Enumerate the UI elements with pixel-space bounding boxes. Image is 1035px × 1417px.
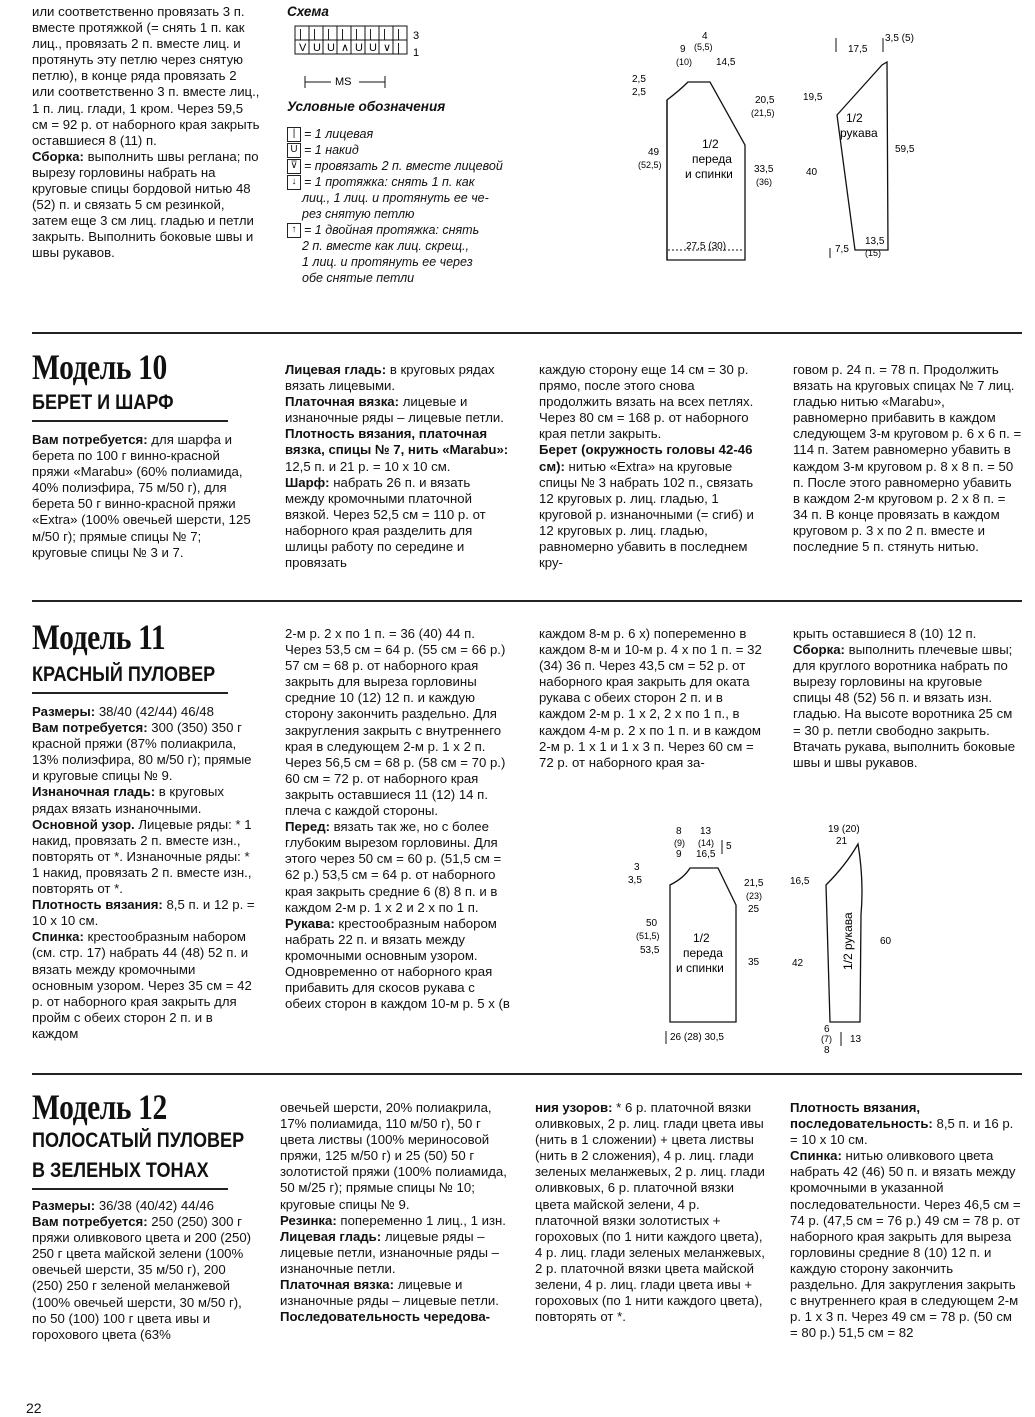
stitch-symbol-icon: ↑ [287, 223, 301, 238]
dimension-label: 25 [748, 904, 760, 915]
body2-label-2: переда [683, 946, 723, 960]
scheme-cell-symbol: | [397, 28, 400, 40]
model12-col4 [790, 1100, 1022, 1341]
model11-col1 [32, 704, 257, 1042]
model12-col2 [280, 1100, 510, 1325]
paragraph-heading: Плотность вязания, последовательность: [790, 1100, 933, 1132]
paragraph-text: выполнить швы реглана; по вырезу горловины набрать на круговые спицы бордовой нитью 48 (52) п. и связать 5 см резинкой, затем еще 3 см лиц. гладью и петли закрыть. Выполнить боковые швы и швы рукавов. [32, 148, 259, 261]
paragraph-text: лицевые ряды – лицевые петли, изнаночные ряды – изнаночные петли. [280, 1228, 499, 1276]
dimension-label: 7,5 [835, 244, 849, 255]
paragraph-heading: Сборка: [32, 148, 84, 164]
legend-text: = 1 лицевая [304, 127, 374, 141]
legend-text-continued: обе снятые петли [302, 271, 415, 285]
scheme-cell [393, 40, 407, 54]
paragraph [32, 432, 257, 561]
dimension-label: 5 [726, 841, 732, 852]
stitch-symbol-icon: U [287, 143, 301, 158]
page-number: 22 [26, 1400, 42, 1416]
paragraph-text: говом р. 24 п. = 78 п. Продолжить вязать на круговых спицах № 7 лиц. гладью нитью «Marabu», равномерно прибавить в каждом следующем 3-м круговом р. 6 х 6 п. = 114 п. Затем равномерно убавить в каждом 3-м круговом р. 8 х 8 п. = 50 п. После этого равномерно убавить в каждом 2-м круговом р. 2 х 8 п. = 34 п. В конце провязать в каждом круговом р. 3 х по 2 п. вместе и последние 5 п. стянуть нитью. [793, 362, 1022, 555]
paragraph [285, 819, 513, 916]
legend-text-continued: 2 п. вместе как лиц. скрещ., [302, 239, 469, 253]
stitch-symbol-icon: | [287, 127, 301, 142]
dimension-label: 3,5 [628, 875, 642, 886]
paragraph-text: лицевые и изнаночные ряды – лицевые петли. [280, 1277, 499, 1309]
paragraph-heading: Изнаночная гладь: [32, 784, 156, 800]
model10-col1 [32, 432, 257, 561]
paragraph-text: попеременно 1 лиц., 1 изн. [336, 1212, 506, 1228]
dimension-label: 16,5 [696, 849, 716, 860]
model10-col2 [285, 362, 513, 571]
scheme-row-label-1: 1 [413, 47, 420, 59]
paragraph-text: 250 (250) 300 г пряжи оливкового цвета и 200 (250) 250 г цвета майской зелени (100% овечьей шерсти, 35 м/50 г), 200 (250) 250 г зеленой меланжевой (100% овечьей шерсти, 30 м/50 г), по 50 (100) 100 г цвета ивы и горохового цвета (63% [32, 1214, 252, 1342]
legend-text-continued: лиц., 1 лиц. и протянуть ее че- [302, 191, 489, 205]
stitch-scheme-chart [287, 22, 427, 92]
dimension-label: 3,5 (5) [885, 33, 914, 44]
dimension-label: (21,5) [751, 108, 775, 118]
pattern-diagram-model9 [620, 30, 930, 270]
paragraph-heading: Вам потребуется: [32, 432, 148, 447]
model10-title: Модель 10 [32, 347, 167, 387]
scheme-cell-symbol: | [313, 28, 316, 40]
paragraph [539, 442, 767, 571]
paragraph [280, 1309, 510, 1325]
scheme-cell [379, 26, 393, 40]
scheme-cell [309, 26, 323, 40]
body-label-1: 1/2 [702, 137, 719, 151]
legend-item [287, 126, 517, 142]
scheme-cell-symbol: ∨ [383, 42, 392, 54]
paragraph-text: 12,5 п. и 21 р. = 10 х 10 см. [285, 458, 451, 474]
paragraph-text: 8,5 п. и 12 р. = 10 х 10 см. [32, 897, 255, 929]
paragraph [539, 626, 767, 771]
legend-item [287, 142, 517, 158]
dimension-label: (10) [676, 57, 693, 67]
paragraph-text: 2-м р. 2 х по 1 п. = 36 (40) 44 п. Через 53,5 см = 64 р. (55 см = 66 р.) 57 см = 68 р. от наборного края закрыть для выреза горловины средние 10 (12) 12 п. и каждую сторону закончить раздельно. Для закругления закрыть с внутреннего края в следующем 2-м р. 1 х 2 п. Через 56,5 см = 68 р. (58 см = 70 р.) 60 см = 72 р. от наборного края закрыть оставшиеся 11 (12) 14 п. плеча с каждой стороны. [285, 626, 506, 819]
dimension-label: 59,5 [895, 144, 915, 155]
legend-text-continued: рез снятую петлю [302, 207, 415, 221]
legend-text-continued: 1 лиц. и протянуть ее через [302, 255, 473, 269]
paragraph-text: каждом 8-м р. 6 х) попеременно в каждом 8-м и 10-м р. 4 х по 1 п. = 32 (34) 36 п. Через 43,5 см = 52 р. от наборного края закрыть для оката рукава с обеих сторон 2 п. и в каждом 2-м р. 1 х 2, 2 х по 1 п., в каждом 4-м р. 2 х по 1 п. и в каждом 2-м р. 1 х 1 и 1 х 3 п. Через 60 см = 72 р. от наборного края за- [539, 626, 762, 770]
top-text-column [32, 4, 260, 262]
paragraph-heading: Плотность вязания: [32, 897, 163, 913]
model10-col3 [539, 362, 767, 571]
paragraph-heading: Перед: [285, 819, 330, 835]
dimension-label: 53,5 [640, 945, 660, 956]
paragraph [32, 704, 257, 720]
model10-title-underline [32, 420, 228, 422]
dimension-label: (36) [756, 177, 773, 187]
legend-text: = 1 протяжка: снять 1 п. как [304, 175, 475, 189]
paragraph [280, 1100, 510, 1213]
scheme-cell-symbol: | [327, 28, 330, 40]
scheme-cell [351, 26, 365, 40]
scheme-cell-symbol: V [299, 42, 307, 54]
dimension-label: 2,5 [632, 74, 646, 85]
paragraph [32, 897, 257, 929]
stitch-symbol-icon: ↓ [287, 175, 301, 190]
sleeve-label-1: 1/2 [846, 111, 863, 125]
dimension-label: 27,5 (30) [686, 241, 727, 252]
paragraph-heading: Вам потребуется: [32, 720, 148, 736]
paragraph-text: каждую сторону еще 14 см = 30 р. прямо, после этого снова продолжить вязать на всех петлях. Через 80 см = 168 р. от наборного края петли закрыть. [539, 362, 754, 442]
scheme-cell [323, 26, 337, 40]
model11-col4 [793, 626, 1022, 771]
paragraph [790, 1100, 1022, 1148]
paragraph-text: лицевые и изнаночные ряды – лицевые петли. [285, 394, 504, 426]
dimension-label: 2,5 [632, 87, 646, 98]
paragraph-text: крестообразным набором набрать 22 п. и вязать между кромочными основным узором. Одновременно от наборного края прибавить для скосов рукава с обеих сторон в каждом 10-м р. 5 х (в [285, 915, 510, 1012]
paragraph-heading: Размеры: [32, 704, 96, 719]
dimension-label: 6 [824, 1024, 830, 1035]
scheme-cell-symbol: U [355, 42, 363, 54]
scheme-cell [295, 26, 309, 40]
scheme-ms-label: MS [335, 76, 352, 88]
body-label-3: и спинки [685, 167, 733, 181]
dimension-label: 4 [702, 31, 708, 42]
dimension-label: 19,5 [803, 92, 823, 103]
scheme-cell-symbol: | [383, 28, 386, 40]
dimension-label: 9 [676, 849, 682, 860]
paragraph-text: выполнить плечевые швы; для круглого воротника набрать по вырезу горловины на круговые спицы 48 (52) 56 п. и вязать изн. гладью. На высоте воротника 25 см = 30 р. петли свободно закрыть. Втачать рукава, выполнить боковые швы и швы рукавов. [793, 642, 1016, 770]
scheme-cell [365, 26, 379, 40]
paragraph-heading: Вам потребуется: [32, 1214, 148, 1230]
dimension-label: (15) [865, 248, 882, 258]
model10-col4 [793, 362, 1022, 555]
paragraph-heading: Платочная вязка: [280, 1277, 395, 1293]
paragraph-text: нитью «Extra» на круговые спицы № 3 набрать 102 п., связать 12 круговых р. лиц. гладью, 1 круговой р. изнаночными (= сгиб) и 12 круговых р. лиц. гладью, равномерно убавить в последнем кру- [539, 458, 754, 571]
paragraph-text: нитью оливкового цвета набрать 42 (46) 50 п. и вязать между кромочными в указанной последовательности. Через 46,5 см = 74 р. (47,5 см = 76 р.) 49 см = 78 р. от наборного края закрыть для выреза горловины средние 8 (10) 12 п. и каждую сторону закончить раздельно. Для закругления закрыть с внутреннего края в следующем 2-м р. 1 х 3 п. Через 49 см = 78 р. (50 см = 80 р.) 51,5 см = 82 [790, 1148, 1021, 1341]
model11-col3 [539, 626, 767, 771]
section-divider-2 [32, 600, 1022, 602]
paragraph [790, 1148, 1022, 1341]
dimension-label: (7) [821, 1034, 832, 1044]
dimension-label: 13,5 [865, 236, 885, 247]
model10-subtitle: БЕРЕТ И ШАРФ [32, 391, 174, 414]
paragraph [793, 626, 1022, 642]
dimension-label: 33,5 [754, 164, 774, 175]
paragraph [285, 394, 513, 426]
body2-label-1: 1/2 [693, 931, 710, 945]
body-outline-2 [670, 868, 736, 1022]
legend-item [287, 158, 517, 174]
paragraph [793, 642, 1022, 771]
legend-text: = 1 накид [304, 143, 359, 157]
paragraph-heading: Спинка: [32, 929, 84, 945]
model12-title: Модель 12 [32, 1087, 167, 1127]
dimension-label: (9) [674, 838, 685, 848]
paragraph-text: 38/40 (42/44) 46/48 [95, 704, 214, 719]
dimension-label: 13 [700, 826, 712, 837]
paragraph-heading: Платочная вязка: [285, 394, 400, 410]
scheme-cell [393, 26, 407, 40]
scheme-cell-symbol: U [369, 42, 377, 54]
paragraph-heading: Шарф: [285, 474, 330, 490]
paragraph-heading: Резинка: [280, 1212, 337, 1228]
paragraph-heading: Плотность вязания, платочная вязка, спицы № 7, нить «Marabu»: [285, 426, 509, 458]
paragraph-text: вязать так же, но с более глубоким вырезом горловины. Для этого через 50 см = 60 р. (51,5 см = 62 р.) 53,5 см = 64 р. от наборного края закрыть средние 6 (8) 8 п. и в каждом 2-м р. 1 х 2 и 2 х по 1 п. [285, 819, 502, 915]
dimension-label: (52,5) [638, 160, 662, 170]
dimension-label: 8 [824, 1045, 830, 1056]
scheme-cell-symbol: | [397, 42, 400, 54]
scheme-grid [295, 26, 407, 54]
body2-label-3: и спинки [676, 961, 724, 975]
scheme-cell-symbol: U [327, 42, 335, 54]
section-divider-3 [32, 1073, 1022, 1075]
legend-title: Условные обозначения [287, 99, 446, 114]
dimension-label: (5,5) [694, 42, 713, 52]
scheme-cell-symbol: ∧ [341, 42, 350, 54]
scheme-cell-symbol: | [369, 28, 372, 40]
paragraph [32, 1214, 257, 1343]
sleeve-outline [837, 62, 888, 250]
dimension-label: 9 [680, 44, 686, 55]
dimension-label: 60 [880, 936, 892, 947]
sleeve-label-2: рукава [840, 126, 878, 140]
paragraph-text: в круговых рядах вязать лицевыми. [285, 362, 495, 394]
model11-title-underline [32, 692, 228, 694]
scheme-cell-symbol: U [313, 42, 321, 54]
paragraph-text: в круговых рядах вязать изнаночными. [32, 784, 224, 816]
paragraph-text: крыть оставшиеся 8 (10) 12 п. [793, 626, 977, 641]
paragraph-text: крестообразным набором (см. стр. 17) набрать 44 (48) 52 п. и вязать между кромочными основным узором. Через 35 см = 42 р. от наборного края закрыть для пройм с обеих сторон 2 п. и в каждом [32, 929, 252, 1041]
dimension-label: 16,5 [790, 876, 810, 887]
paragraph-text: 300 (350) 350 г красной пряжи (87% полиакрила, 13% полиэфира, 80 м/50 г); прямые и круговые спицы № 9. [32, 720, 252, 784]
model12-subtitle-1: ПОЛОСАТЫЙ ПУЛОВЕР [32, 1129, 245, 1152]
paragraph [32, 149, 260, 262]
dimension-label: 19 (20) [828, 824, 860, 835]
scheme-cell-symbol: | [355, 28, 358, 40]
paragraph-text: * 6 р. платочной вязки оливковых, 2 р. лиц. глади цвета ивы (нить в 1 сложении) + цвета листвы (нить в 2 сложения), 4 р. лиц. глади зеленых меланжевых, 2 р. лиц. глади оливковых, 6 р. платочной вязки цвета майской зелени, 4 р. платочной вязки золотистых + гороховых (по 1 нити каждого цвета), 4 р. лиц. глади зеленых меланжевых, 2 р. платочной вязки цвета майской зелени, 4 р. лиц. глади цвета ивы + гороховых (по 1 нити каждого цвета), повторять от *. [535, 1100, 765, 1325]
dimension-label: 42 [792, 958, 804, 969]
paragraph [285, 426, 513, 474]
paragraph [280, 1213, 510, 1229]
dimension-label: 49 [648, 147, 660, 158]
dimension-label: 21 [836, 836, 848, 847]
dimension-label: 20,5 [755, 95, 775, 106]
paragraph-heading: Сборка: [793, 642, 845, 658]
paragraph-heading: Берет (окружность головы 42-46 см): [539, 442, 753, 474]
dimension-label: (51,5) [636, 931, 660, 941]
stitch-symbol-icon: ⊽ [287, 159, 301, 174]
dimension-label: (23) [746, 891, 763, 901]
paragraph [32, 784, 257, 816]
model12-col1 [32, 1198, 257, 1343]
scheme-row-label-3: 3 [413, 30, 420, 42]
paragraph [32, 4, 260, 149]
paragraph [539, 362, 767, 442]
paragraph [32, 817, 257, 897]
paragraph-text: 8,5 п. и 16 р. = 10 х 10 см. [790, 1116, 1014, 1148]
paragraph [32, 1198, 257, 1214]
paragraph-heading: Лицевая гладь: [285, 362, 387, 377]
model12-title-underline [32, 1188, 228, 1190]
paragraph-text: для шарфа и берета по 100 г винно-красной пряжи «Marabu» (60% полиамида, 40% полиэфира, 75 м/50 г), для берета 50 г винно-красной пряжи «Extra» (100% овечьей шерсти, 125 м/50 г); прямые спицы № 7; круговые спицы № 3 и 7. [32, 432, 251, 560]
dimension-label: 21,5 [744, 878, 764, 889]
scheme-cell-symbol: | [299, 28, 302, 40]
paragraph [32, 720, 257, 784]
model11-subtitle: КРАСНЫЙ ПУЛОВЕР [32, 663, 216, 686]
model12-subtitle-2: В ЗЕЛЕНЫХ ТОНАХ [32, 1159, 209, 1182]
legend-text: = 1 двойная протяжка: снять [304, 223, 480, 237]
paragraph-heading: Основной узор. [32, 816, 135, 832]
paragraph-heading: Спинка: [790, 1148, 842, 1164]
legend-item [287, 222, 517, 238]
paragraph-text: 36/38 (40/42) 44/46 [95, 1198, 214, 1213]
model12-col3 [535, 1100, 765, 1325]
scheme-cell-symbol: | [341, 28, 344, 40]
paragraph [285, 626, 513, 819]
scheme-title: Схема [287, 4, 329, 19]
legend-list [287, 126, 517, 286]
paragraph-text: набрать 26 п. и вязать между кромочными платочной вязкой. Через 52,5 см = 110 р. от наборного края разделить для шлицы работу по середине и провязать [285, 474, 486, 571]
paragraph [793, 362, 1022, 555]
paragraph-heading: Лицевая гладь: [280, 1228, 382, 1244]
dimension-label: 8 [676, 826, 682, 837]
dimension-label: 14,5 [716, 57, 736, 68]
paragraph-heading: Последовательность чередова- [280, 1309, 491, 1325]
paragraph [280, 1277, 510, 1309]
dimension-label: 3 [634, 862, 640, 873]
paragraph-heading: ния узоров: [535, 1100, 613, 1115]
legend-item [287, 174, 517, 190]
dimension-label: 40 [806, 167, 818, 178]
paragraph-text: или соответственно провязать 3 п. вместе протяжкой (= снять 1 п. как лиц., провязать 2 п. вместе лиц. и протянуть эту петлю через снятую петлю), в конце ряда провязать 2 или соответственно 3 п. вместе лиц., 1 п. лиц. глади, 1 кром. Через 59,5 см = 92 р. от наборного края закрыть оставшиеся 8 (11) п. [32, 4, 260, 148]
paragraph-text: Лицевые ряды: * 1 накид, провязать 2 п. вместе изн., повторять от *. Изнаночные ряды: * 1 накид, провязать 2 п. вместе изн., повторять от *. [32, 816, 252, 897]
section-divider-1 [32, 332, 1022, 334]
paragraph [280, 1229, 510, 1277]
scheme-cell [337, 26, 351, 40]
dimension-label: 50 [646, 918, 658, 929]
paragraph-text: овечьей шерсти, 20% полиакрила, 17% полиамида, 110 м/50 г), 50 г цвета листвы (100% мериносовой пряжи, 125 м/50 г) и 25 (50) 50 г золотистой пряжи (100% полиамида, 50 м/25 г); прямые спицы № 10; круговые спицы № 9. [280, 1100, 507, 1212]
dimension-label: 26 (28) 30,5 [670, 1032, 724, 1043]
paragraph [535, 1100, 765, 1325]
dimension-label: 35 [748, 957, 760, 968]
dimension-label: 17,5 [848, 44, 868, 55]
body-label-2: переда [692, 152, 732, 166]
pattern-diagram-model11 [618, 820, 918, 1060]
paragraph-heading: Рукава: [285, 915, 335, 931]
dimension-label: (14) [698, 838, 715, 848]
model11-title: Модель 11 [32, 617, 166, 657]
paragraph [32, 929, 257, 1042]
legend-text: = провязать 2 п. вместе лицевой [304, 159, 503, 173]
paragraph [285, 362, 513, 394]
paragraph-heading: Размеры: [32, 1198, 96, 1213]
paragraph [285, 916, 513, 1013]
paragraph [285, 475, 513, 572]
model11-col2 [285, 626, 513, 1012]
sleeve2-label: 1/2 рукава [841, 912, 855, 970]
dimension-label: 13 [850, 1034, 862, 1045]
